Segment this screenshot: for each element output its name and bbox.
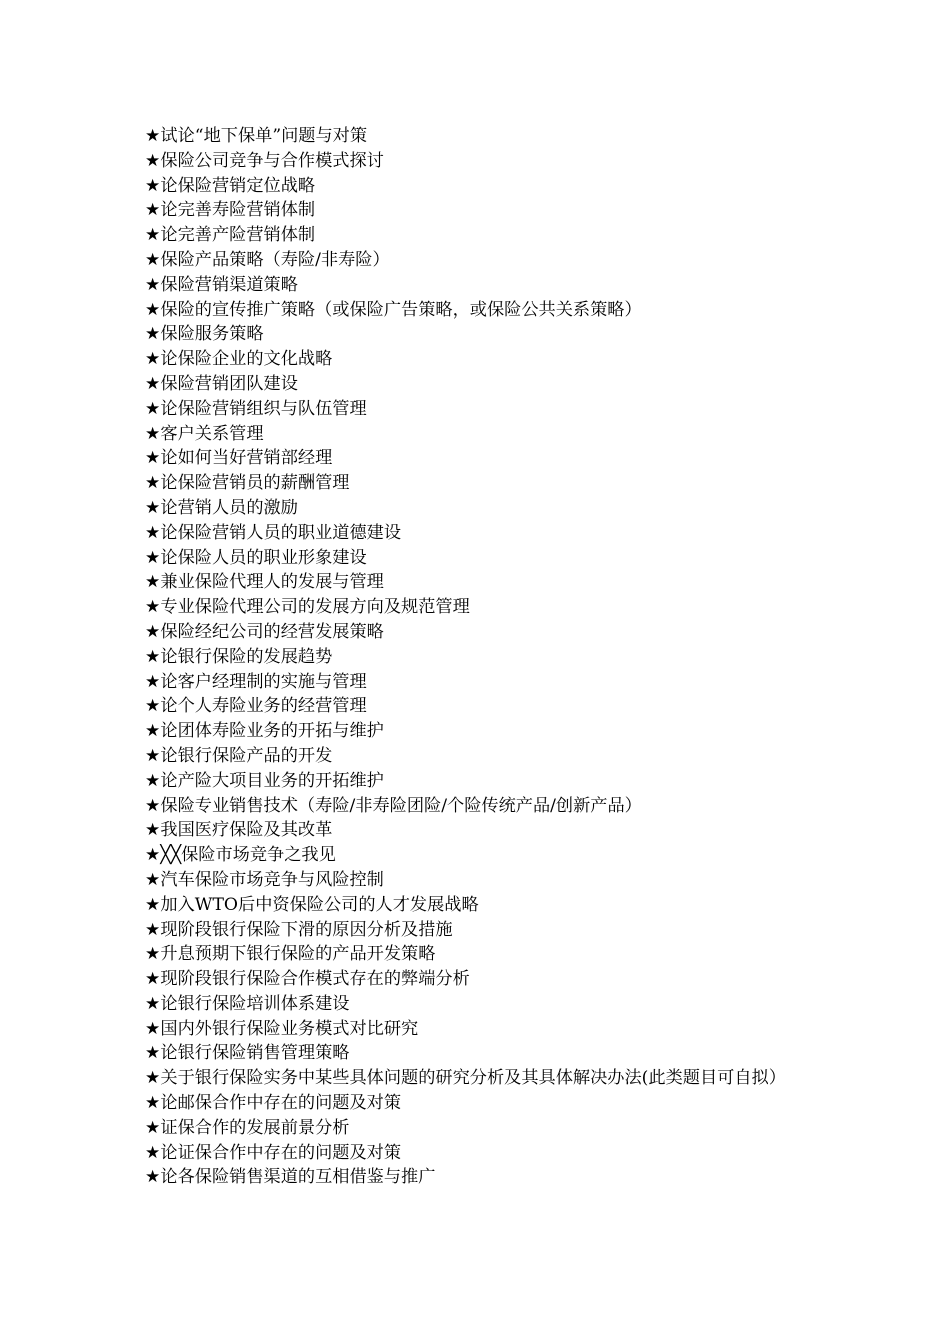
star-bullet-icon: ★ bbox=[145, 349, 161, 370]
topic-item bbox=[145, 967, 813, 992]
topic-item bbox=[145, 422, 813, 447]
topic-text: 论保险营销组织与队伍管理 bbox=[160, 398, 367, 419]
star-bullet-icon: ★ bbox=[145, 770, 161, 791]
star-bullet-icon: ★ bbox=[145, 126, 161, 146]
topic-item bbox=[145, 149, 813, 174]
document-page bbox=[145, 124, 813, 1190]
topic-text: 试论“地下保单”问题与对策 bbox=[160, 126, 368, 146]
star-bullet-icon: ★ bbox=[145, 1043, 161, 1064]
star-bullet-icon: ★ bbox=[145, 299, 161, 320]
topic-text: 兼业保险代理人的发展与管理 bbox=[160, 572, 384, 593]
star-bullet-icon: ★ bbox=[145, 249, 161, 270]
star-bullet-icon: ★ bbox=[145, 497, 161, 518]
topic-text: 论银行保险培训体系建设 bbox=[160, 993, 350, 1014]
topic-text: 论完善产险营销体制 bbox=[160, 225, 316, 246]
topic-item bbox=[145, 496, 813, 521]
topic-text: 论保险人员的职业形象建设 bbox=[160, 547, 367, 568]
topic-item bbox=[145, 818, 813, 843]
topic-item bbox=[145, 273, 813, 298]
star-bullet-icon: ★ bbox=[145, 969, 161, 990]
topic-text: 保险服务策略 bbox=[160, 324, 264, 345]
star-bullet-icon: ★ bbox=[145, 1068, 161, 1089]
topic-item bbox=[145, 992, 813, 1017]
topic-list bbox=[145, 124, 813, 1190]
topic-text: 论银行保险产品的开发 bbox=[160, 745, 333, 766]
topic-text: 我国医疗保险及其改革 bbox=[160, 820, 333, 841]
topic-text: 关于银行保险实务中某些具体问题的研究分析及其具体解决办法(此类题目可自拟） bbox=[160, 1068, 786, 1089]
topic-item bbox=[145, 595, 813, 620]
topic-text: 证保合作的发展前景分析 bbox=[160, 1117, 350, 1138]
topic-text: 论保险营销定位战略 bbox=[160, 175, 316, 196]
topic-text: 论营销人员的激励 bbox=[160, 497, 298, 518]
star-bullet-icon: ★ bbox=[145, 621, 161, 642]
topic-item bbox=[145, 446, 813, 471]
topic-text: 保险营销渠道策略 bbox=[160, 274, 298, 295]
star-bullet-icon: ★ bbox=[145, 845, 161, 866]
topic-item bbox=[145, 223, 813, 248]
star-bullet-icon: ★ bbox=[145, 1167, 161, 1188]
topic-item bbox=[145, 347, 813, 372]
topic-item bbox=[145, 645, 813, 670]
star-bullet-icon: ★ bbox=[145, 869, 161, 890]
star-bullet-icon: ★ bbox=[145, 175, 161, 196]
topic-item bbox=[145, 570, 813, 595]
star-bullet-icon: ★ bbox=[145, 373, 161, 394]
topic-text: 保险公司竞争与合作模式探讨 bbox=[160, 150, 384, 171]
topic-item bbox=[145, 942, 813, 967]
topic-item bbox=[145, 620, 813, 645]
topic-item bbox=[145, 248, 813, 273]
star-bullet-icon: ★ bbox=[145, 820, 161, 841]
topic-text: 国内外银行保险业务模式对比研究 bbox=[160, 1018, 419, 1039]
topic-item bbox=[145, 1141, 813, 1166]
topic-text: 保险产品策略（寿险/非寿险） bbox=[160, 249, 390, 270]
topic-item bbox=[145, 372, 813, 397]
topic-text: 论如何当好营销部经理 bbox=[160, 448, 333, 469]
star-bullet-icon: ★ bbox=[145, 721, 161, 742]
topic-item bbox=[145, 298, 813, 323]
topic-text: 加入WTO后中资保险公司的人才发展战略 bbox=[160, 894, 479, 915]
topic-item bbox=[145, 1116, 813, 1141]
star-bullet-icon: ★ bbox=[145, 423, 161, 444]
topic-item bbox=[145, 174, 813, 199]
topic-item bbox=[145, 198, 813, 223]
topic-item bbox=[145, 1017, 813, 1042]
star-bullet-icon: ★ bbox=[145, 448, 161, 469]
topic-text: 客户关系管理 bbox=[160, 423, 264, 444]
topic-text: 保险专业销售技术（寿险/非寿险团险/个险传统产品/创新产品） bbox=[160, 795, 642, 816]
topic-text: 论团体寿险业务的开拓与维护 bbox=[160, 721, 384, 742]
topic-text: 论邮保合作中存在的问题及对策 bbox=[160, 1093, 402, 1114]
topic-text: 论银行保险销售管理策略 bbox=[160, 1043, 350, 1064]
topic-text: 升息预期下银行保险的产品开发策略 bbox=[160, 944, 436, 965]
star-bullet-icon: ★ bbox=[145, 150, 161, 171]
topic-item bbox=[145, 694, 813, 719]
topic-item bbox=[145, 868, 813, 893]
star-bullet-icon: ★ bbox=[145, 646, 161, 667]
topic-item bbox=[145, 744, 813, 769]
topic-text: 保险营销团队建设 bbox=[160, 373, 298, 394]
star-bullet-icon: ★ bbox=[145, 572, 161, 593]
star-bullet-icon: ★ bbox=[145, 894, 161, 915]
topic-item bbox=[145, 546, 813, 571]
star-bullet-icon: ★ bbox=[145, 671, 161, 692]
star-bullet-icon: ★ bbox=[145, 919, 161, 940]
topic-text: 论各保险销售渠道的互相借鉴与推广 bbox=[160, 1167, 436, 1188]
star-bullet-icon: ★ bbox=[145, 473, 161, 494]
topic-text: 保险的宣传推广策略（或保险广告策略，或保险公共关系策略） bbox=[160, 299, 642, 320]
topic-item bbox=[145, 893, 813, 918]
topic-item bbox=[145, 397, 813, 422]
topic-text: 汽车保险市场竞争与风险控制 bbox=[160, 869, 384, 890]
star-bullet-icon: ★ bbox=[145, 993, 161, 1014]
star-bullet-icon: ★ bbox=[145, 547, 161, 568]
star-bullet-icon: ★ bbox=[145, 696, 161, 717]
topic-text: 现阶段银行保险合作模式存在的弊端分析 bbox=[160, 969, 470, 990]
star-bullet-icon: ★ bbox=[145, 745, 161, 766]
topic-item bbox=[145, 769, 813, 794]
star-bullet-icon: ★ bbox=[145, 522, 161, 543]
star-bullet-icon: ★ bbox=[145, 597, 161, 618]
star-bullet-icon: ★ bbox=[145, 398, 161, 419]
topic-text: 论客户经理制的实施与管理 bbox=[160, 671, 367, 692]
star-bullet-icon: ★ bbox=[145, 1117, 161, 1138]
topic-text: 保险经纪公司的经营发展策略 bbox=[160, 621, 384, 642]
topic-text: 论产险大项目业务的开拓维护 bbox=[160, 770, 384, 791]
topic-item bbox=[145, 918, 813, 943]
topic-text: ╳╳保险市场竞争之我见 bbox=[160, 845, 336, 866]
star-bullet-icon: ★ bbox=[145, 274, 161, 295]
star-bullet-icon: ★ bbox=[145, 1093, 161, 1114]
topic-text: 论保险营销员的薪酬管理 bbox=[160, 473, 350, 494]
topic-item bbox=[145, 719, 813, 744]
star-bullet-icon: ★ bbox=[145, 324, 161, 345]
topic-text: 论银行保险的发展趋势 bbox=[160, 646, 333, 667]
topic-item bbox=[145, 322, 813, 347]
star-bullet-icon: ★ bbox=[145, 1018, 161, 1039]
topic-item bbox=[145, 794, 813, 819]
topic-text: 论证保合作中存在的问题及对策 bbox=[160, 1142, 402, 1163]
topic-item bbox=[145, 521, 813, 546]
topic-text: 论保险营销人员的职业道德建设 bbox=[160, 522, 402, 543]
topic-item bbox=[145, 843, 813, 868]
star-bullet-icon: ★ bbox=[145, 200, 161, 221]
topic-item bbox=[145, 1091, 813, 1116]
star-bullet-icon: ★ bbox=[145, 225, 161, 246]
topic-item bbox=[145, 124, 813, 149]
topic-text: 论保险企业的文化战略 bbox=[160, 349, 333, 370]
topic-item bbox=[145, 1165, 813, 1190]
topic-text: 论个人寿险业务的经营管理 bbox=[160, 696, 367, 717]
topic-item bbox=[145, 670, 813, 695]
topic-item bbox=[145, 1041, 813, 1066]
topic-text: 论完善寿险营销体制 bbox=[160, 200, 316, 221]
star-bullet-icon: ★ bbox=[145, 944, 161, 965]
topic-text: 专业保险代理公司的发展方向及规范管理 bbox=[160, 597, 470, 618]
topic-text: 现阶段银行保险下滑的原因分析及措施 bbox=[160, 919, 453, 940]
star-bullet-icon: ★ bbox=[145, 795, 161, 816]
star-bullet-icon: ★ bbox=[145, 1142, 161, 1163]
topic-item bbox=[145, 471, 813, 496]
topic-item bbox=[145, 1066, 813, 1091]
